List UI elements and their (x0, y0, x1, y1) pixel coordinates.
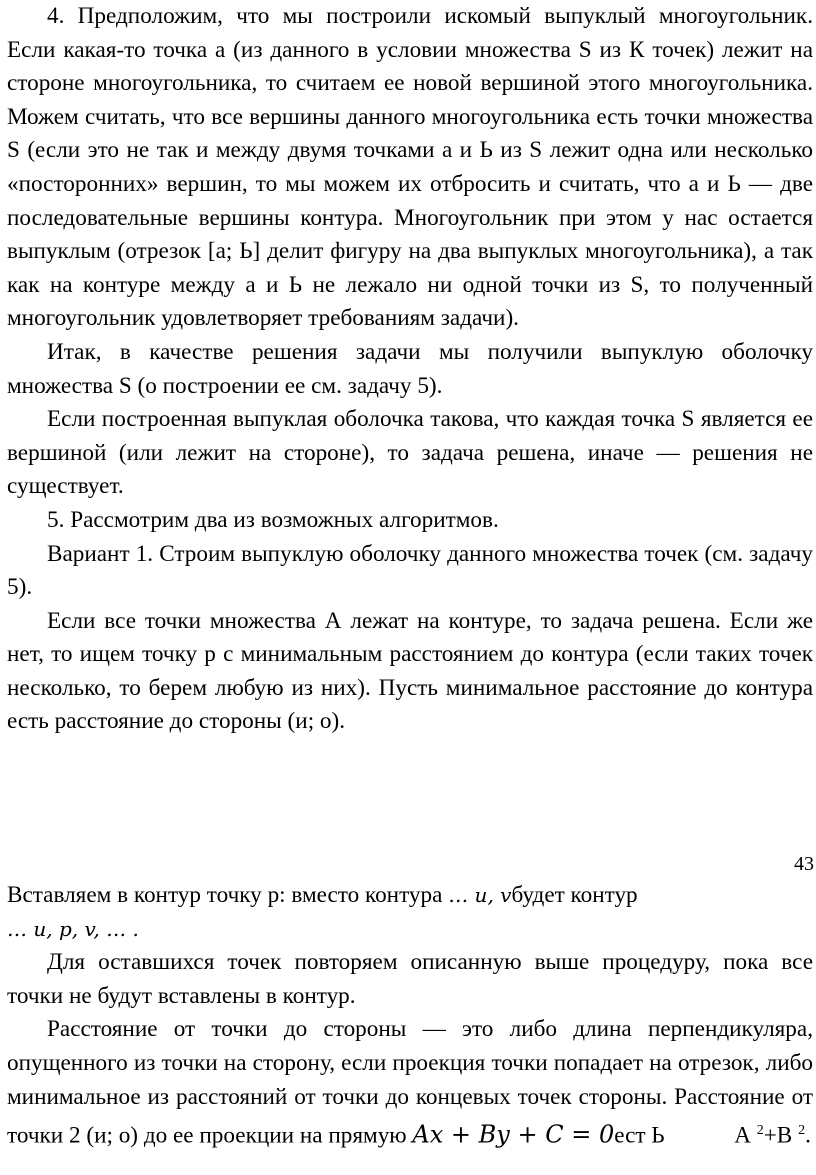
paragraph-item-5: 5. Рассмотрим два из возможных алгоритмов. (47, 506, 499, 533)
insert-text-before: Вставляем в контур точку р: вместо контура (7, 882, 443, 908)
superscript-2-first: 2 (756, 1123, 764, 1139)
paragraph-nearest-point: Если все точки множества А лежат на контуре, то задача решена. Если же нет, то ищем точку р с минимальным расстоянием до контура (если таких точек несколько, то берем любую из них). Пусть минимальное расстояние до контура есть расстояние до стороны (и; о). (7, 607, 813, 735)
page-number: 43 (794, 853, 814, 875)
paragraph-item-4: 4. Предположим, что мы построили искомый выпуклый многоугольник. Если какая-то точка а (из данного в условии множества S из К точек) лежит на стороне многоугольника, то считаем ее новой вершиной этого многоугольника. Можем считать, что все вершины данного многоугольника есть точки множества S (если это не так и между двумя точками а и Ь из S лежит одна или несколько «посторонних» вершин, то мы можем их отбросить и считать, что а и Ь — две последовательные вершины контура. Многоугольник при этом у нас остается выпуклым (отрезок [а; Ь] делит фигуру на два выпуклых многоугольника), а так как на контуре между а и Ь не лежало ни одной точки из S, то полученный многоугольник удовлетворяет требованиям задачи). (7, 3, 813, 332)
insert-text-after: будет контур (511, 882, 638, 908)
superscript-2-second: 2 (798, 1123, 806, 1139)
insert-point-line (7, 879, 813, 946)
distance-text: Расстояние от точки до стороны — это либо длина перпендикуляра, опущенного из точки на сторону, если проекция точки попадает на отрезок, либо минимальное из расстояний от точки до концевых точек стороны. Расстояние от точки 2 (и; о) до ее проекции на прямую (7, 1016, 813, 1149)
line-equation: Ax + By + C = 0 (412, 1120, 615, 1149)
page-content (7, 0, 813, 739)
contour-uv-formula: … u, v (448, 883, 512, 907)
distance-tail-a: ест Ь (614, 1122, 665, 1149)
page-continuation (7, 879, 813, 1153)
paragraph-repeat: Для оставшихся точек повторяем описанную выше процедуру, пока все точки не будут вставлены в контур. (7, 949, 813, 1009)
paragraph-condition: Если построенная выпуклая оболочка такова, что каждая точка S является ее вершиной (или лежит на стороне), то задача решена, иначе — решения не существует. (7, 406, 813, 500)
distance-plus-b: +В (763, 1122, 793, 1149)
paragraph-convex-hull: Итак, в качестве решения задачи мы получили выпуклую оболочку множества S (о построении ее см. задачу 5). (7, 338, 813, 399)
distance-end: . (805, 1122, 811, 1149)
distance-tail-b: А (734, 1122, 751, 1149)
paragraph-variant-1: Вариант 1. Строим выпуклую оболочку данного множества точек (см. задачу 5). (7, 540, 813, 601)
contour-upv-formula: … u, p, v, … . (7, 916, 139, 941)
paragraph-distance (7, 1013, 813, 1153)
